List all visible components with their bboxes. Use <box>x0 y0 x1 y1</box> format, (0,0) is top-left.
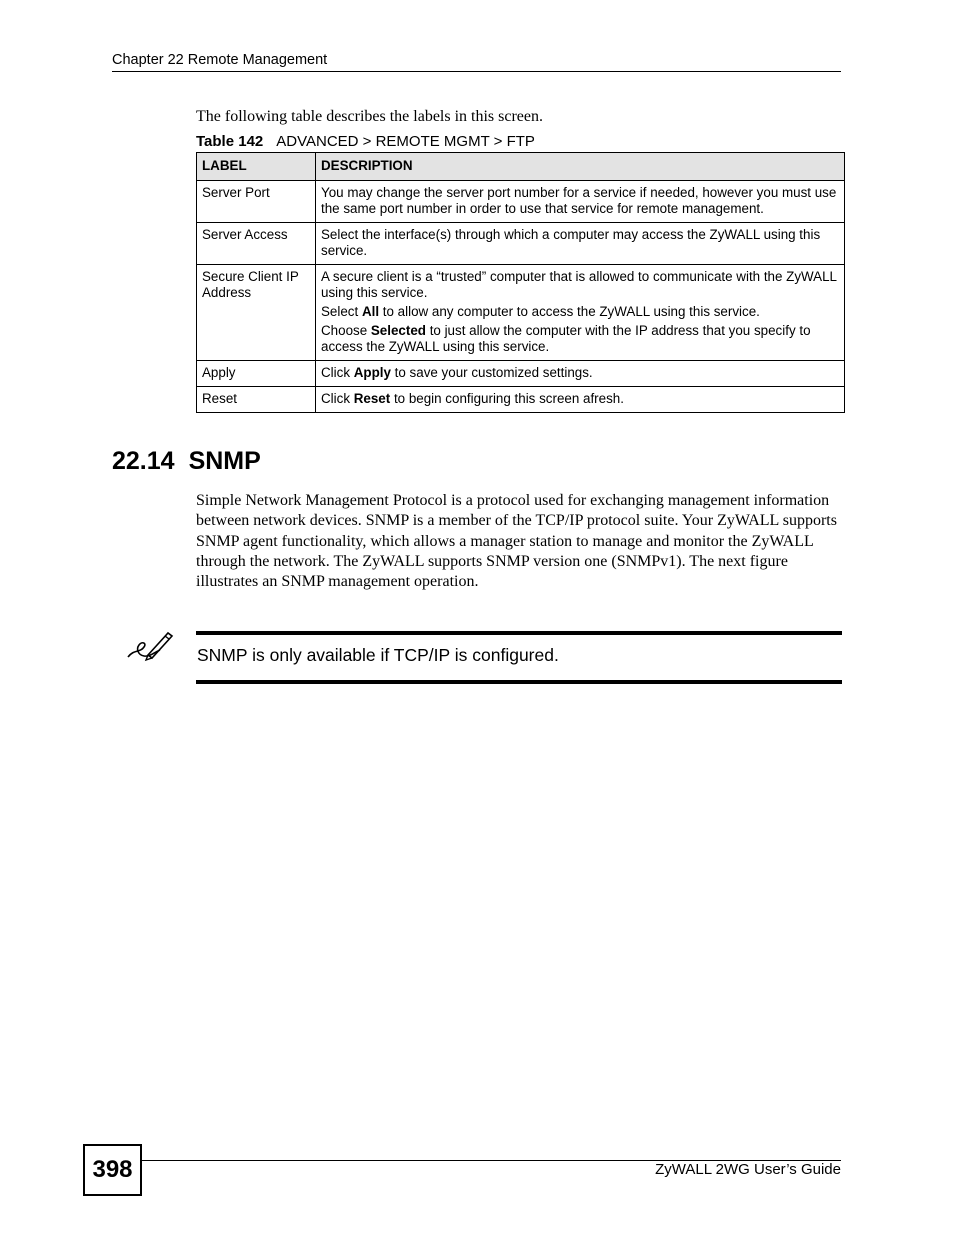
description-emphasis: Selected <box>370 323 426 338</box>
note-rule-top <box>196 631 842 635</box>
row-label: Secure Client IP Address <box>197 265 316 361</box>
description-text: to just allow the computer with the IP address that you specify to access the ZyWALL using this service. <box>321 323 811 354</box>
chapter-header: Chapter 22 Remote Management <box>112 52 328 68</box>
description-text: Select <box>321 304 362 319</box>
pencil-note-icon <box>124 629 174 665</box>
guide-title: ZyWALL 2WG User’s Guide <box>655 1161 841 1178</box>
table-row <box>197 387 845 413</box>
description-emphasis: Reset <box>353 391 391 406</box>
row-description <box>316 223 845 265</box>
header-divider <box>112 71 841 72</box>
table-row <box>197 265 845 361</box>
table-body <box>197 181 845 413</box>
description-paragraph <box>321 323 839 355</box>
description-paragraph <box>321 391 839 407</box>
row-label: Apply <box>197 361 316 387</box>
description-emphasis: Apply <box>353 365 391 380</box>
description-paragraph <box>321 227 839 259</box>
description-paragraph <box>321 365 839 381</box>
row-description <box>316 265 845 361</box>
row-label: Server Port <box>197 181 316 223</box>
description-text: to allow any computer to access the ZyWALL using this service. <box>379 304 760 319</box>
description-paragraph <box>321 185 839 217</box>
row-description <box>316 361 845 387</box>
row-description <box>316 387 845 413</box>
description-text: Click <box>321 391 354 406</box>
label-column-header: LABEL <box>197 153 316 181</box>
description-paragraph <box>321 304 839 320</box>
row-label: Reset <box>197 387 316 413</box>
description-column-header: DESCRIPTION <box>316 153 845 181</box>
description-paragraph <box>321 269 839 301</box>
description-emphasis: All <box>361 304 380 319</box>
page-number: 398 <box>83 1144 142 1196</box>
table-row <box>197 223 845 265</box>
table-caption-label: Table 142 <box>196 133 264 150</box>
table-header-row <box>197 153 845 181</box>
section-number: 22.14 <box>112 447 175 475</box>
description-text: to save your customized settings. <box>390 365 593 380</box>
table-caption <box>196 133 535 150</box>
description-text: Select the interface(s) through which a computer may access the ZyWALL using this service. <box>321 227 821 258</box>
description-text: to begin configuring this screen afresh. <box>390 391 624 406</box>
description-text: Choose <box>321 323 371 338</box>
intro-text: The following table describes the labels in this screen. <box>196 108 544 125</box>
note-text: SNMP is only available if TCP/IP is configured. <box>197 645 559 665</box>
section-title: SNMP <box>188 447 261 475</box>
row-description <box>316 181 845 223</box>
description-text: A secure client is a “trusted” computer that is allowed to communicate with the ZyWALL using this service. <box>321 269 837 300</box>
section-body: Simple Network Management Protocol is a protocol used for exchanging management information between network devices. SNMP is a member of the TCP/IP protocol suite. Your ZyWALL supports SNMP agent functionality, which allows a manager station to manage and monitor the ZyWALL through the network. The ZyWALL supports SNMP version one (SNMPv1). The next figure illustrates an SNMP management operation. <box>196 492 837 591</box>
description-text: Click <box>321 365 354 380</box>
note-rule-bottom <box>196 680 842 684</box>
label-description-table <box>196 152 845 413</box>
row-label: Server Access <box>197 223 316 265</box>
table-caption-title: ADVANCED > REMOTE MGMT > FTP <box>276 133 535 150</box>
section-heading <box>112 447 261 476</box>
description-text: You may change the server port number for a service if needed, however you must use the same port number in order to use that service for remote management. <box>321 185 837 216</box>
table-row <box>197 361 845 387</box>
table-row <box>197 181 845 223</box>
